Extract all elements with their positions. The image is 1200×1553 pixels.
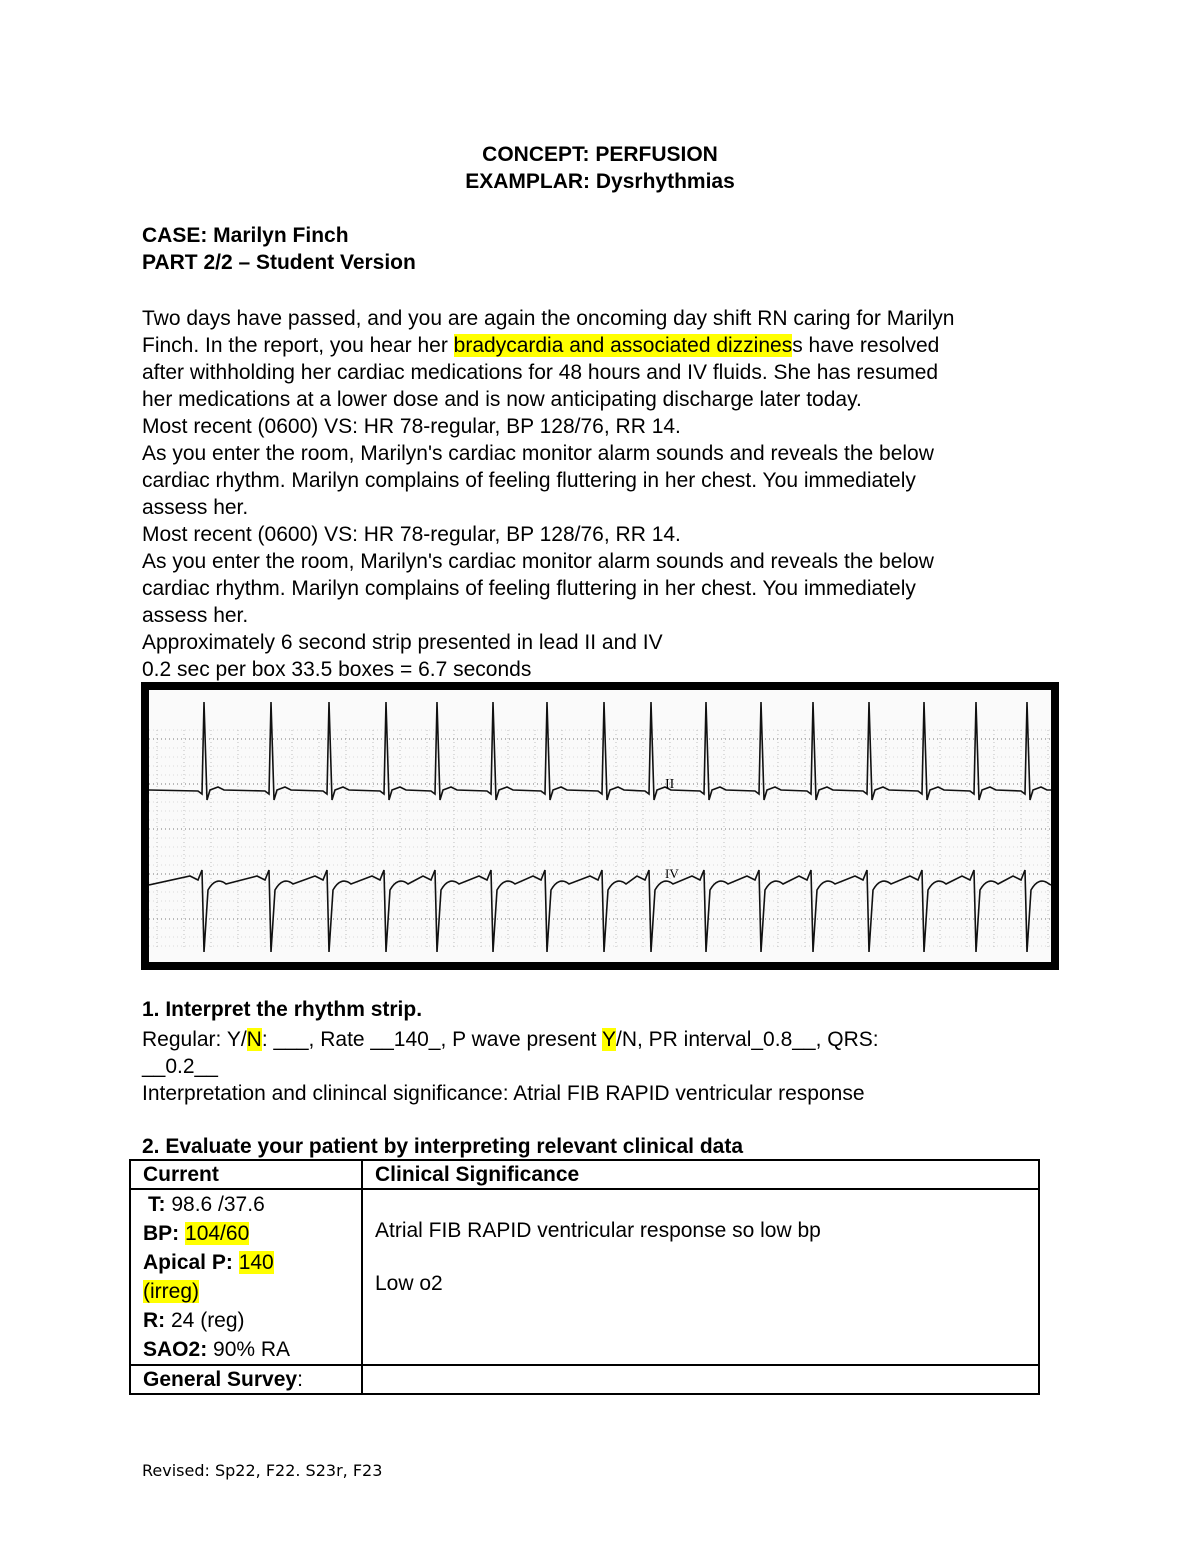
general-survey-label: General Survey — [143, 1368, 298, 1391]
general-survey-colon: : — [297, 1368, 303, 1391]
highlighted-answer: N — [246, 1028, 262, 1051]
narrative-text: Finch. In the report, you hear her — [142, 334, 454, 357]
sao2-label: SAO2 — [143, 1338, 201, 1361]
respiration-value: 24 (reg) — [165, 1309, 245, 1332]
respiration-line — [143, 1306, 361, 1335]
table-header-row — [130, 1160, 1039, 1189]
narrative-line: her medications at a lower dose and is now anticipating discharge later today. — [142, 388, 862, 411]
header-clinical-significance: Clinical Significance — [362, 1160, 1039, 1189]
ecg-lead-iv-trace — [149, 870, 1051, 952]
general-survey-cell — [130, 1365, 362, 1394]
lead-ii-label: II — [665, 777, 675, 792]
sao2-line — [143, 1335, 361, 1364]
apical-pulse-value: 140 — [238, 1251, 274, 1274]
narrative-line — [142, 332, 1072, 359]
narrative-line: As you enter the room, Marilyn's cardiac monitor alarm sounds and reveals the below — [142, 550, 934, 573]
apical-pulse-rhythm: (irreg) — [143, 1280, 199, 1303]
highlighted-answer: Y — [601, 1028, 616, 1051]
answer-line — [142, 1026, 1072, 1053]
header-current: Current — [130, 1160, 362, 1189]
case-title: CASE: Marilyn Finch — [142, 224, 349, 247]
significance-line-2: Low o2 — [375, 1272, 443, 1295]
concept-heading: CONCEPT: PERFUSION — [482, 143, 718, 166]
narrative-line: Most recent (0600) VS: HR 78-regular, BP 128/76, RR 14. — [142, 415, 681, 438]
narrative-text: s have resolved — [792, 334, 940, 357]
narrative-line: Approximately 6 second strip presented in lead II and IV — [142, 631, 663, 654]
sao2-colon: : — [200, 1338, 208, 1361]
answer-text: Regular: Y/ — [142, 1028, 247, 1051]
current-values-cell — [130, 1189, 362, 1365]
narrative-line: cardiac rhythm. Marilyn complains of feeling fluttering in her chest. You immediately — [142, 469, 916, 492]
sao2-value: 90% RA — [207, 1338, 291, 1361]
answer-text: : ___, Rate __140_, P wave present — [261, 1028, 602, 1051]
revision-footer: Revised: Sp22, F22. S23r, F23 — [142, 1461, 383, 1480]
lead-iv-label: IV — [665, 866, 679, 881]
answer-line: __0.2__ — [142, 1055, 218, 1078]
interpretation-line: Interpretation and clinincal significance: Atrial FIB RAPID ventricular response — [142, 1082, 865, 1105]
part-title: PART 2/2 – Student Version — [142, 251, 416, 274]
narrative-line: assess her. — [142, 496, 249, 519]
bp-label: BP: — [143, 1222, 180, 1245]
examplar-heading: EXAMPLAR: Dysrhythmias — [465, 170, 735, 193]
question-1-title: 1. Interpret the rhythm strip. — [142, 998, 423, 1021]
clinical-data-table — [129, 1159, 1040, 1395]
ecg-strip-image — [141, 682, 1059, 970]
question-1-answer — [142, 1026, 1072, 1107]
narrative-line: assess her. — [142, 604, 249, 627]
ecg-paper — [149, 690, 1051, 962]
apical-pulse-line-2 — [143, 1277, 361, 1306]
narrative-line: 0.2 sec per box 33.5 boxes = 6.7 seconds — [142, 658, 532, 681]
ecg-waveform — [149, 690, 1051, 962]
narrative-line: after withholding her cardiac medications for 48 hours and IV fluids. She has resumed — [142, 361, 939, 384]
question-2-title: 2. Evaluate your patient by interpreting relevant clinical data — [142, 1135, 744, 1158]
temperature-value: 98.6 /37.6 — [165, 1193, 265, 1216]
highlighted-text: bradycardia and associated dizzines — [453, 334, 793, 357]
narrative-line: Two days have passed, and you are again the oncoming day shift RN caring for Marilyn — [142, 307, 955, 330]
apical-pulse-line — [143, 1248, 361, 1277]
apical-pulse-label: Apical P: — [143, 1251, 233, 1274]
table-row — [130, 1365, 1039, 1394]
narrative-line: cardiac rhythm. Marilyn complains of feeling fluttering in her chest. You immediately — [142, 577, 916, 600]
respiration-label: R: — [143, 1309, 166, 1332]
answer-text: /N, PR interval_0.8__, QRS: — [616, 1028, 879, 1051]
general-survey-value-cell — [362, 1365, 1039, 1394]
significance-cell — [362, 1189, 1039, 1365]
temperature-line — [143, 1190, 361, 1219]
narrative-line: Most recent (0600) VS: HR 78-regular, BP 128/76, RR 14. — [142, 523, 681, 546]
case-narrative — [142, 305, 1072, 683]
ecg-lead-ii-trace — [149, 702, 1051, 800]
temperature-label: T: — [148, 1193, 166, 1216]
bp-line — [143, 1219, 361, 1248]
significance-line-1: Atrial FIB RAPID ventricular response so low bp — [375, 1219, 821, 1242]
narrative-line: As you enter the room, Marilyn's cardiac monitor alarm sounds and reveals the below — [142, 442, 934, 465]
table-row — [130, 1189, 1039, 1365]
bp-value: 104/60 — [185, 1222, 250, 1245]
